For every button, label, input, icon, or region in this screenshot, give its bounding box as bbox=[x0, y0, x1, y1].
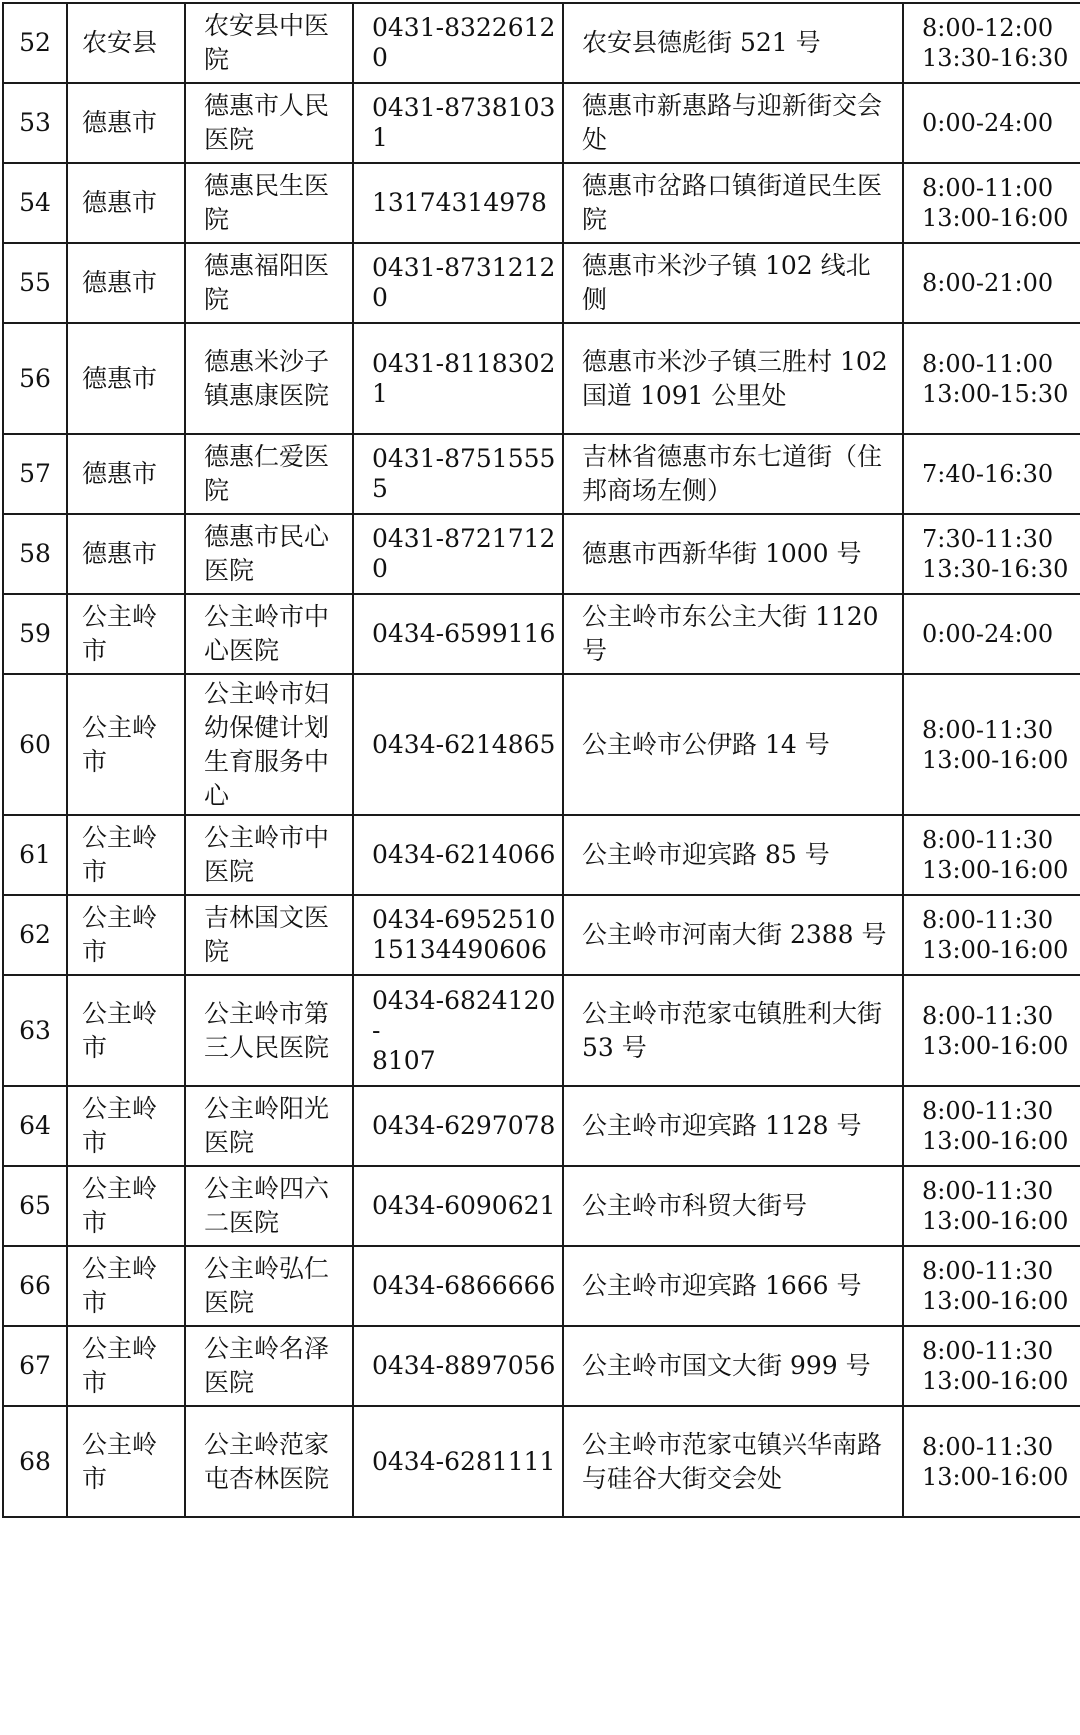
county-cell: 公主岭市 bbox=[67, 975, 185, 1086]
phone-cell bbox=[353, 163, 563, 243]
hospital-table bbox=[2, 2, 1080, 1518]
address-cell: 公主岭市河南大街 2388 号 bbox=[563, 895, 903, 975]
hours-cell bbox=[903, 895, 1080, 975]
phone-number: 13174314978 bbox=[372, 188, 547, 217]
hours-range: 0:00-24:00 bbox=[922, 109, 1054, 137]
hospital-name-cell: 公主岭市中心医院 bbox=[185, 594, 353, 674]
row-number-cell: 59 bbox=[3, 594, 67, 674]
table-row bbox=[3, 1246, 1080, 1326]
hospital-table-body bbox=[3, 3, 1080, 1517]
phone-cell bbox=[353, 1406, 563, 1517]
hospital-name-cell: 德惠福阳医院 bbox=[185, 243, 353, 323]
hospital-name-cell: 公主岭范家屯杏林医院 bbox=[185, 1406, 353, 1517]
county-cell: 德惠市 bbox=[67, 514, 185, 594]
hours-range: 13:00-16:00 bbox=[922, 1287, 1069, 1315]
county-cell: 公主岭市 bbox=[67, 1086, 185, 1166]
address-cell: 公主岭市范家屯镇兴华南路与硅谷大街交会处 bbox=[563, 1406, 903, 1517]
table-row bbox=[3, 815, 1080, 895]
row-number-cell: 62 bbox=[3, 895, 67, 975]
table-row bbox=[3, 323, 1080, 434]
phone-number: 0431-81183021 bbox=[372, 348, 556, 408]
hospital-name-cell: 公主岭四六二医院 bbox=[185, 1166, 353, 1246]
phone-number: 0434-6952510 bbox=[372, 905, 556, 934]
phone-number: 0434-8897056 bbox=[372, 1351, 556, 1380]
phone-number: 0434-6297078 bbox=[372, 1111, 556, 1140]
table-row bbox=[3, 975, 1080, 1086]
hospital-name-cell: 公主岭市第三人民医院 bbox=[185, 975, 353, 1086]
phone-number: 0431-87217120 bbox=[372, 524, 556, 583]
row-number-cell: 63 bbox=[3, 975, 67, 1086]
row-number-cell: 55 bbox=[3, 243, 67, 323]
hospital-name-cell: 德惠仁爱医院 bbox=[185, 434, 353, 514]
table-row bbox=[3, 1086, 1080, 1166]
county-cell: 公主岭市 bbox=[67, 1406, 185, 1517]
hours-range: 7:30-11:30 bbox=[922, 525, 1054, 553]
address-cell: 公主岭市迎宾路 1666 号 bbox=[563, 1246, 903, 1326]
phone-number: 0434-6090621 bbox=[372, 1191, 556, 1220]
hospital-name-cell: 公主岭市妇幼保健计划生育服务中心 bbox=[185, 674, 353, 815]
hours-range: 8:00-11:30 bbox=[922, 1257, 1054, 1285]
address-cell: 公主岭市科贸大街号 bbox=[563, 1166, 903, 1246]
table-row bbox=[3, 83, 1080, 163]
row-number-cell: 58 bbox=[3, 514, 67, 594]
hospital-name-cell: 公主岭弘仁医院 bbox=[185, 1246, 353, 1326]
hours-range: 8:00-11:30 bbox=[922, 1001, 1054, 1030]
phone-number: 8107 bbox=[372, 1045, 436, 1075]
row-number-cell: 60 bbox=[3, 674, 67, 815]
row-number-cell: 68 bbox=[3, 1406, 67, 1517]
county-cell: 德惠市 bbox=[67, 243, 185, 323]
phone-cell bbox=[353, 895, 563, 975]
hours-range: 13:00-15:30 bbox=[922, 379, 1069, 408]
hours-cell bbox=[903, 163, 1080, 243]
county-cell: 农安县 bbox=[67, 3, 185, 83]
hours-cell bbox=[903, 594, 1080, 674]
county-cell: 德惠市 bbox=[67, 163, 185, 243]
row-number-cell: 54 bbox=[3, 163, 67, 243]
hospital-name-cell: 德惠市民心医院 bbox=[185, 514, 353, 594]
row-number-cell: 67 bbox=[3, 1326, 67, 1406]
hours-range: 8:00-11:30 bbox=[922, 1177, 1054, 1205]
phone-cell bbox=[353, 434, 563, 514]
address-cell: 德惠市岔路口镇街道民生医院 bbox=[563, 163, 903, 243]
hours-range: 8:00-11:30 bbox=[922, 1337, 1054, 1365]
hospital-name-cell: 公主岭名泽医院 bbox=[185, 1326, 353, 1406]
hospital-name-cell: 德惠民生医院 bbox=[185, 163, 353, 243]
hours-cell bbox=[903, 83, 1080, 163]
hours-range: 8:00-12:00 bbox=[922, 14, 1054, 42]
county-cell: 德惠市 bbox=[67, 434, 185, 514]
hours-range: 13:00-16:00 bbox=[922, 204, 1069, 232]
hours-range: 8:00-11:30 bbox=[922, 715, 1054, 744]
address-cell: 公主岭市范家屯镇胜利大街 53 号 bbox=[563, 975, 903, 1086]
hospital-name-cell: 农安县中医院 bbox=[185, 3, 353, 83]
hours-range: 8:00-11:00 bbox=[922, 174, 1054, 202]
hours-range: 13:00-16:00 bbox=[922, 856, 1069, 884]
hours-range: 8:00-11:30 bbox=[922, 1432, 1054, 1461]
hours-range: 13:30-16:30 bbox=[922, 44, 1069, 72]
table-row bbox=[3, 3, 1080, 83]
hours-cell bbox=[903, 323, 1080, 434]
hours-cell bbox=[903, 3, 1080, 83]
phone-number: 0434-6866666 bbox=[372, 1271, 556, 1300]
hours-cell bbox=[903, 1166, 1080, 1246]
address-cell: 公主岭市国文大街 999 号 bbox=[563, 1326, 903, 1406]
phone-cell bbox=[353, 1326, 563, 1406]
hours-range: 8:00-21:00 bbox=[922, 269, 1054, 297]
row-number-cell: 66 bbox=[3, 1246, 67, 1326]
address-cell: 农安县德彪街 521 号 bbox=[563, 3, 903, 83]
phone-cell bbox=[353, 975, 563, 1086]
hours-cell bbox=[903, 1406, 1080, 1517]
county-cell: 公主岭市 bbox=[67, 674, 185, 815]
county-cell: 公主岭市 bbox=[67, 895, 185, 975]
hours-range: 8:00-11:30 bbox=[922, 1097, 1054, 1125]
table-row bbox=[3, 1406, 1080, 1517]
hours-range: 13:00-16:00 bbox=[922, 1031, 1069, 1060]
hospital-name-cell: 吉林国文医院 bbox=[185, 895, 353, 975]
address-cell: 公主岭市东公主大街 1120 号 bbox=[563, 594, 903, 674]
table-row bbox=[3, 243, 1080, 323]
hours-cell bbox=[903, 815, 1080, 895]
hours-cell bbox=[903, 674, 1080, 815]
address-cell: 公主岭市迎宾路 1128 号 bbox=[563, 1086, 903, 1166]
phone-number: 0434-6214066 bbox=[372, 840, 556, 869]
hours-cell bbox=[903, 434, 1080, 514]
county-cell: 公主岭市 bbox=[67, 815, 185, 895]
table-row bbox=[3, 674, 1080, 815]
hours-range: 7:40-16:30 bbox=[922, 460, 1054, 488]
table-row bbox=[3, 1166, 1080, 1246]
county-cell: 公主岭市 bbox=[67, 594, 185, 674]
table-row bbox=[3, 594, 1080, 674]
hospital-name-cell: 德惠市人民医院 bbox=[185, 83, 353, 163]
row-number-cell: 64 bbox=[3, 1086, 67, 1166]
county-cell: 德惠市 bbox=[67, 323, 185, 434]
phone-cell bbox=[353, 323, 563, 434]
hours-cell bbox=[903, 514, 1080, 594]
phone-number: 0431-87515555 bbox=[372, 444, 556, 503]
table-row bbox=[3, 895, 1080, 975]
hours-range: 13:00-16:00 bbox=[922, 1367, 1069, 1395]
address-cell: 德惠市西新华街 1000 号 bbox=[563, 514, 903, 594]
hospital-name-cell: 公主岭市中医院 bbox=[185, 815, 353, 895]
address-cell: 德惠市米沙子镇三胜村 102 国道 1091 公里处 bbox=[563, 323, 903, 434]
hours-range: 13:00-16:00 bbox=[922, 1462, 1069, 1491]
phone-number: 0431-87312120 bbox=[372, 253, 556, 312]
phone-cell bbox=[353, 815, 563, 895]
address-cell: 吉林省德惠市东七道街（住邦商场左侧） bbox=[563, 434, 903, 514]
phone-cell bbox=[353, 1086, 563, 1166]
address-cell: 德惠市新惠路与迎新街交会处 bbox=[563, 83, 903, 163]
hospital-name-cell: 德惠米沙子镇惠康医院 bbox=[185, 323, 353, 434]
hours-range: 13:00-16:00 bbox=[922, 936, 1069, 964]
hours-range: 13:00-16:00 bbox=[922, 1207, 1069, 1235]
phone-number: 0431-83226120 bbox=[372, 13, 556, 72]
hours-range: 8:00-11:00 bbox=[922, 349, 1054, 378]
phone-cell bbox=[353, 514, 563, 594]
county-cell: 公主岭市 bbox=[67, 1246, 185, 1326]
row-number-cell: 56 bbox=[3, 323, 67, 434]
phone-number: 0434-6214865 bbox=[372, 729, 556, 759]
phone-cell bbox=[353, 3, 563, 83]
hours-range: 13:30-16:30 bbox=[922, 555, 1069, 583]
hospital-name-cell: 公主岭阳光医院 bbox=[185, 1086, 353, 1166]
phone-cell bbox=[353, 1246, 563, 1326]
phone-cell bbox=[353, 674, 563, 815]
table-row bbox=[3, 1326, 1080, 1406]
hours-range: 8:00-11:30 bbox=[922, 826, 1054, 854]
phone-cell bbox=[353, 1166, 563, 1246]
hours-range: 13:00-16:00 bbox=[922, 1127, 1069, 1155]
county-cell: 公主岭市 bbox=[67, 1326, 185, 1406]
row-number-cell: 53 bbox=[3, 83, 67, 163]
hours-cell bbox=[903, 1246, 1080, 1326]
phone-cell bbox=[353, 83, 563, 163]
address-cell: 德惠市米沙子镇 102 线北侧 bbox=[563, 243, 903, 323]
hours-cell bbox=[903, 1086, 1080, 1166]
phone-number: 0434-6599116 bbox=[372, 619, 556, 648]
phone-cell bbox=[353, 594, 563, 674]
table-row bbox=[3, 163, 1080, 243]
hours-range: 0:00-24:00 bbox=[922, 620, 1054, 648]
table-row bbox=[3, 514, 1080, 594]
address-cell: 公主岭市迎宾路 85 号 bbox=[563, 815, 903, 895]
row-number-cell: 65 bbox=[3, 1166, 67, 1246]
row-number-cell: 61 bbox=[3, 815, 67, 895]
phone-number: 15134490606 bbox=[372, 935, 547, 964]
phone-cell bbox=[353, 243, 563, 323]
phone-number: 0434-6281111 bbox=[372, 1446, 556, 1476]
phone-number: 0434-6824120- bbox=[372, 985, 556, 1045]
hours-range: 13:00-16:00 bbox=[922, 745, 1069, 774]
hours-cell bbox=[903, 243, 1080, 323]
county-cell: 公主岭市 bbox=[67, 1166, 185, 1246]
hours-cell bbox=[903, 1326, 1080, 1406]
address-cell: 公主岭市公伊路 14 号 bbox=[563, 674, 903, 815]
table-row bbox=[3, 434, 1080, 514]
hours-range: 8:00-11:30 bbox=[922, 906, 1054, 934]
row-number-cell: 57 bbox=[3, 434, 67, 514]
county-cell: 德惠市 bbox=[67, 83, 185, 163]
phone-number: 0431-87381031 bbox=[372, 93, 556, 152]
row-number-cell: 52 bbox=[3, 3, 67, 83]
hours-cell bbox=[903, 975, 1080, 1086]
